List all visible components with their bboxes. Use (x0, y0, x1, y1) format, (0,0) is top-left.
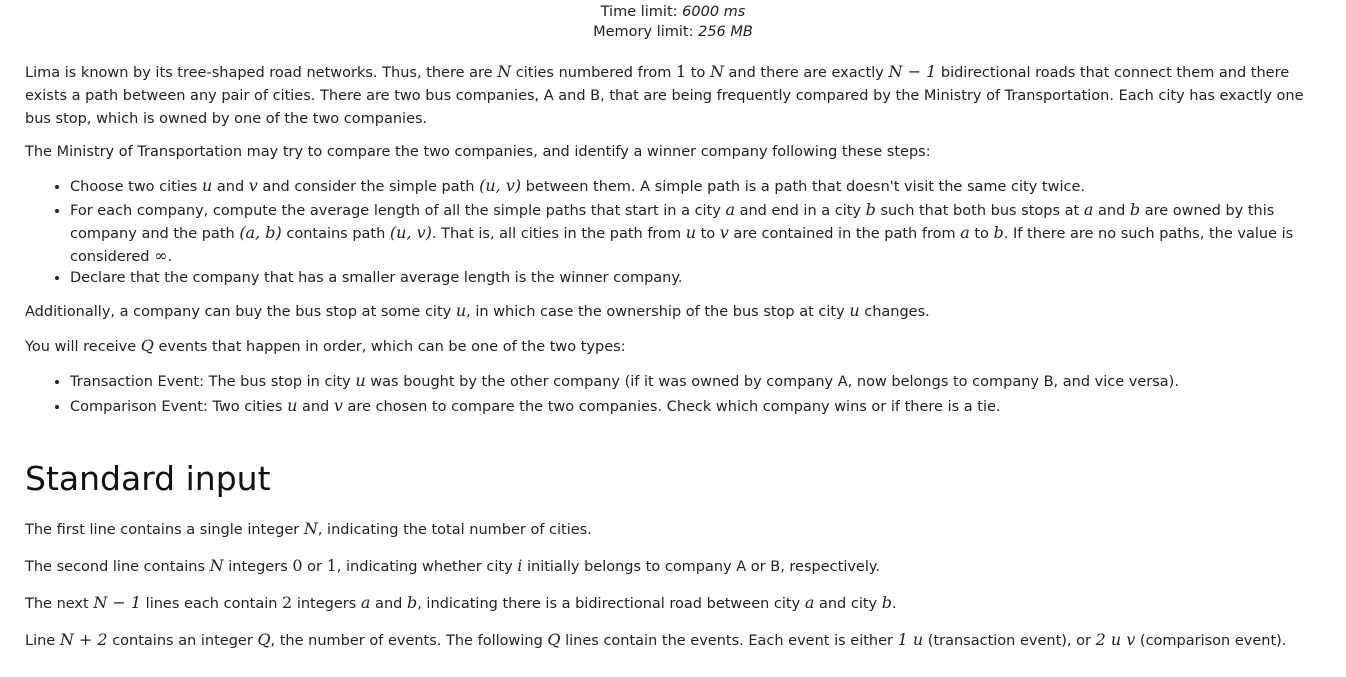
input-line-2: The second line contains N integers 0 or 1, indicating whether city i initially belongs to company A or B, respectively. (25, 556, 880, 575)
section-heading-standard-input: Standard input (25, 459, 271, 498)
intro-paragraph: Lima is known by its tree-shaped road networks. Thus, there are N cities numbered from 1 to N and there are exactly N − 1 bidirectional roads that connect them and there exists a path between any pair of cities. There are two bus companies, A and B, that are being frequently compared by the Ministry of Transportation. Each city has exactly one bus stop, which is owned by one of the two companies. (25, 62, 1304, 127)
time-limit-value: 6000 ms (682, 4, 746, 20)
steps-intro: The Ministry of Transportation may try to compare the two companies, and identify a winner company following these steps: (25, 144, 931, 160)
events-intro: You will receive Q events that happen in order, which can be one of the two types: (25, 336, 626, 355)
memory-limit-label: Memory limit: (593, 23, 694, 40)
memory-limit-value: 256 MB (698, 23, 753, 40)
problem-statement (0, 60, 1346, 653)
additional-paragraph: Additionally, a company can buy the bus stop at some city u, in which case the ownership of the bus stop at city u changes. (25, 301, 930, 320)
events-list (25, 369, 1321, 419)
input-line-1: The first line contains a single integer N, indicating the total number of cities. (25, 519, 592, 538)
list-item: • For each company, compute the average length of all the simple paths that start in a city a and end in a city b such that both bus stops at a and b are owned by this company and the path (a, b) contains path (u, v). That is, all cities in the path from u to v are contained in the path from a to b. If there are no such paths, the value is considered ∞. (70, 199, 1321, 268)
steps-list (25, 174, 1321, 289)
input-line-4: Line N + 2 contains an integer Q, the number of events. The following Q lines contain the events. Each event is either 1 u (transaction event), or 2 u v (comparison event). (25, 630, 1287, 649)
memory-limit (0, 23, 1346, 43)
list-item: • Comparison Event: Two cities u and v are chosen to compare the two companies. Check which company wins or if there is a tie. (70, 394, 1321, 419)
limits-header (0, 0, 1346, 42)
time-limit (0, 3, 1346, 23)
time-limit-label: Time limit: (600, 4, 678, 20)
list-item: • Choose two cities u and v and consider the simple path (u, v) between them. A simple path is a path that doesn't visit the same city twice. (70, 174, 1321, 199)
list-item: • Declare that the company that has a smaller average length is the winner company. (70, 268, 1321, 289)
list-item: • Transaction Event: The bus stop in city u was bought by the other company (if it was owned by company A, now belongs to company B, and vice versa). (70, 369, 1321, 394)
input-line-3: The next N − 1 lines each contain 2 integers a and b, indicating there is a bidirectional road between city a and city b. (25, 593, 897, 612)
